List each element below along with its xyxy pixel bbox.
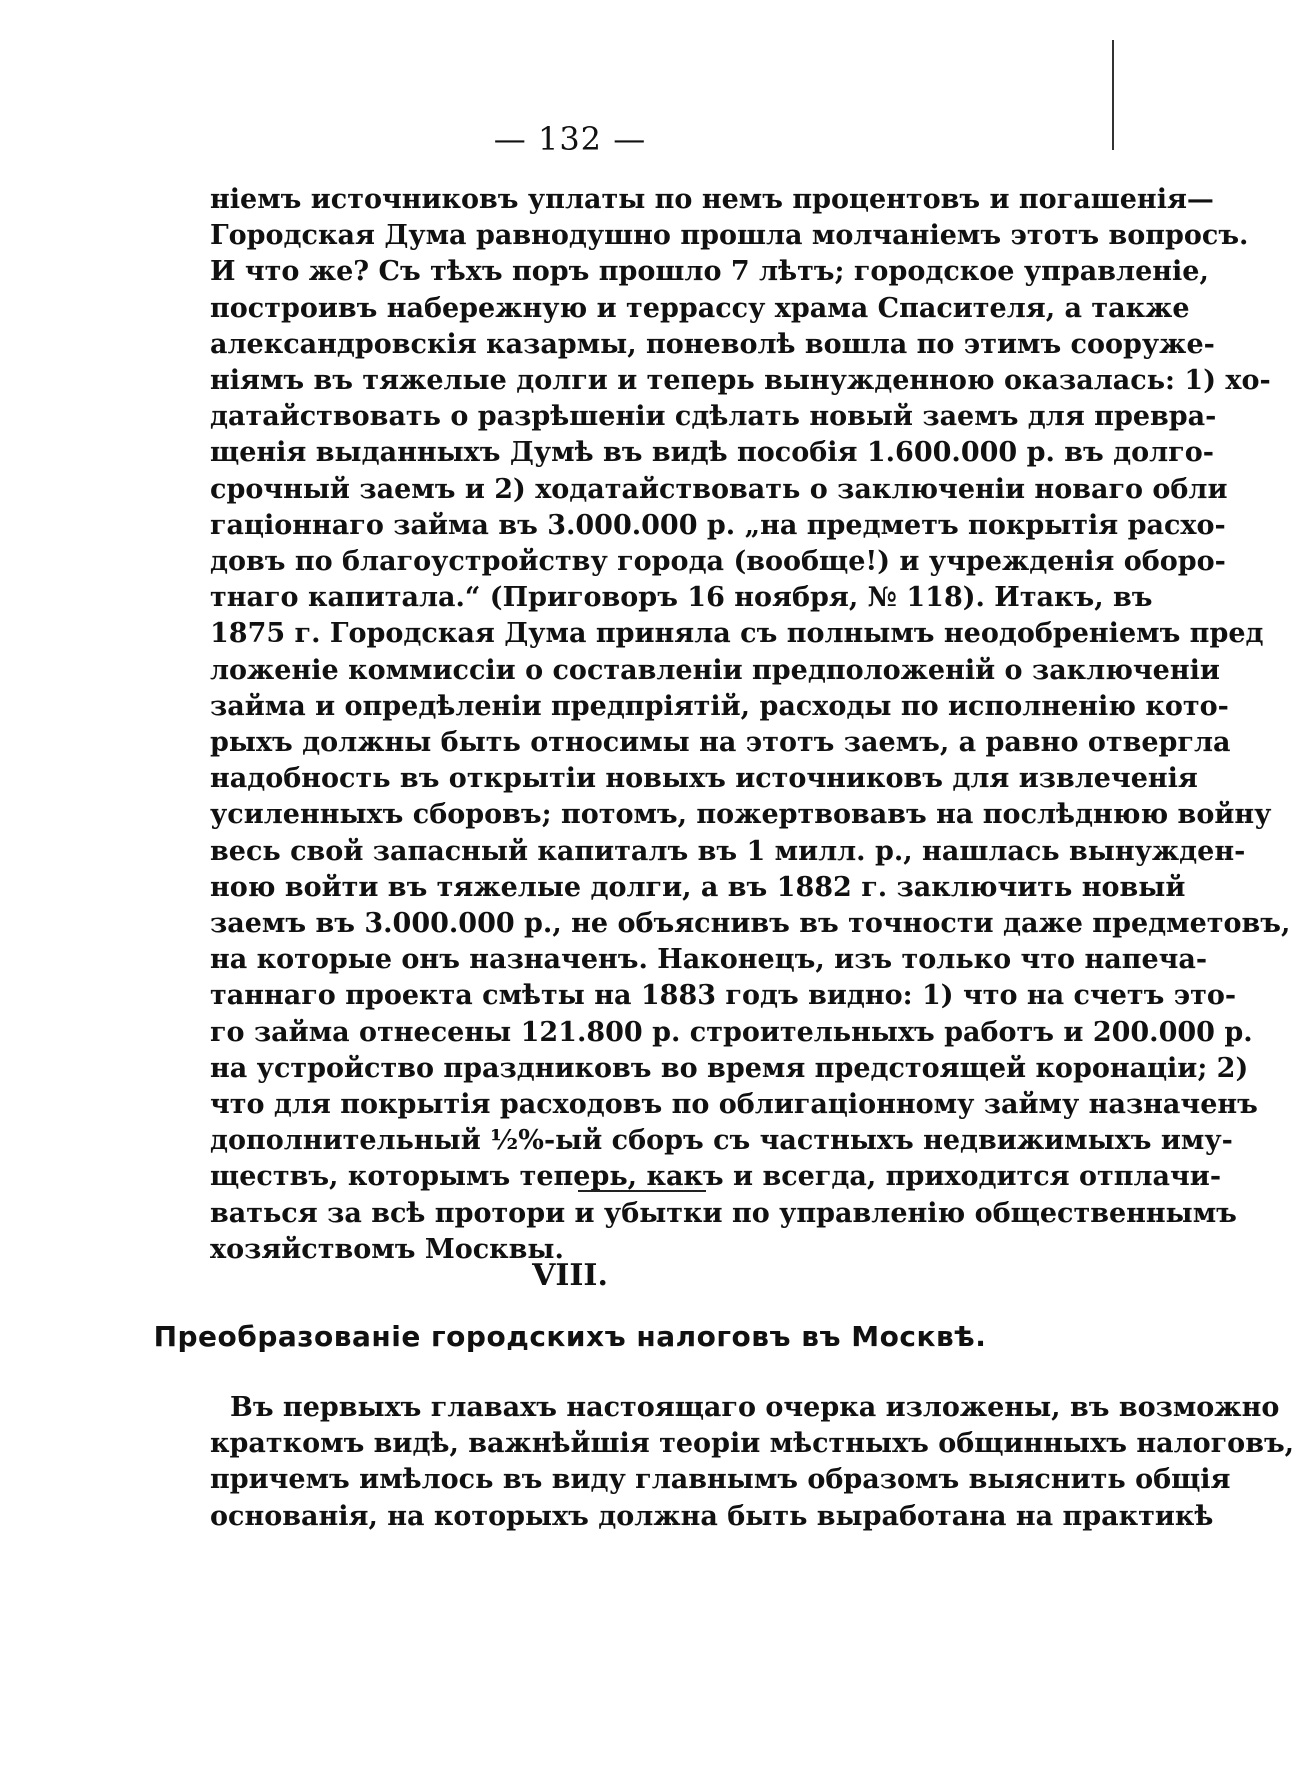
text-line: ною войти въ тяжелые долги, а въ 1882 г. заключить новый — [210, 871, 1186, 903]
text-line: что для покрытія расходовъ по облигаціонному займу назначенъ — [210, 1089, 1258, 1121]
text-line: таннаго проекта смѣты на 1883 годъ видно: 1) что на счетъ это- — [210, 980, 1237, 1012]
section-divider — [578, 1190, 706, 1192]
text-line: на которые онъ назначенъ. Наконецъ, изъ только что напеча- — [210, 944, 1208, 976]
text-line: надобность въ открытіи новыхъ источниковъ для извлеченія — [210, 763, 1198, 795]
text-line: гаціоннаго займа въ 3.000.000 р. „на предметъ покрытія расхо- — [210, 509, 1226, 541]
text-line: дополнительный ½%-ый сборъ съ частныхъ недвижимыхъ иму- — [210, 1125, 1233, 1157]
text-line: го займа отнесены 121.800 р. строительныхъ работъ и 200.000 р. — [210, 1016, 1253, 1048]
text-line: датайствовать о разрѣшеніи сдѣлать новый заемъ для превра- — [210, 401, 1217, 433]
text-line: срочный заемъ и 2) ходатайствовать о заключеніи новаго обли — [210, 473, 1228, 505]
text-line: И что же? Съ тѣхъ поръ прошло 7 лѣтъ; городское управленіе, — [210, 256, 1209, 288]
text-line: ніемъ источниковъ уплаты по немъ процентовъ и погашенія— — [210, 184, 1214, 215]
text-line: заемъ въ 3.000.000 р., не объяснивъ въ точности даже предметовъ, — [210, 908, 1291, 940]
paragraph-1 — [210, 182, 1291, 1268]
text-line: довъ по благоустройству города (вообще!) и учрежденія оборо- — [210, 546, 1226, 578]
text-line: весь свой запасный капиталъ въ 1 милл. р., нашлась вынужден- — [210, 835, 1246, 867]
text-line: ваться за всѣ протори и убытки по управленію общественнымъ — [210, 1197, 1237, 1229]
text-line: займа и опредѣленіи предпріятій, расходы по исполненію кото- — [210, 690, 1229, 722]
text-line: причемъ имѣлось въ виду главнымъ образомъ выяснить общія — [210, 1464, 1231, 1496]
text-line: Городская Дума равнодушно прошла молчаніемъ этотъ вопросъ. — [210, 220, 1249, 252]
text-line: александровскія казармы, поневолѣ вошла по этимъ сооруже- — [210, 328, 1215, 360]
chapter-title: Преобразованіе городскихъ налоговъ въ Москвѣ. — [153, 1320, 987, 1353]
text-line: рыхъ должны быть относимы на этотъ заемъ, а равно отвергла — [210, 727, 1231, 759]
text-line: основанія, на которыхъ должна быть выработана на практикѣ — [210, 1500, 1214, 1532]
text-line: щенія выданныхъ Думѣ въ видѣ пособія 1.600.000 р. въ долго- — [210, 437, 1214, 469]
text-line: краткомъ видѣ, важнѣйшія теоріи мѣстныхъ общинныхъ налоговъ, — [210, 1428, 1294, 1460]
text-line: тнаго капитала.“ (Приговоръ 16 ноября, № 118). Итакъ, въ — [210, 582, 1153, 614]
text-line: Въ первыхъ главахъ настоящаго очерка изложены, въ возможно — [230, 1392, 1280, 1423]
chapter-number: VIII. — [532, 1258, 608, 1293]
text-line: усиленныхъ сборовъ; потомъ, пожертвовавъ на послѣднюю войну — [210, 799, 1272, 831]
text-line: 1875 г. Городская Дума приняла съ полнымъ неодобреніемъ пред — [210, 618, 1264, 650]
text-line: хозяйствомъ Москвы. — [210, 1233, 564, 1265]
text-line: ніямъ въ тяжелые долги и теперь вынужденною оказалась: 1) хо- — [210, 365, 1271, 397]
paragraph-2 — [210, 1390, 1294, 1535]
text-line: ложеніе коммиссіи о составленіи предположеній о заключеніи — [210, 654, 1220, 686]
page-number: — 132 — — [493, 120, 647, 158]
text-line: на устройство праздниковъ во время предстоящей коронаціи; 2) — [210, 1052, 1249, 1084]
text-line: ществъ, которымъ теперь, какъ и всегда, приходится отплачи- — [210, 1161, 1222, 1193]
text-line: построивъ набережную и террассу храма Спасителя, а также — [210, 292, 1190, 324]
